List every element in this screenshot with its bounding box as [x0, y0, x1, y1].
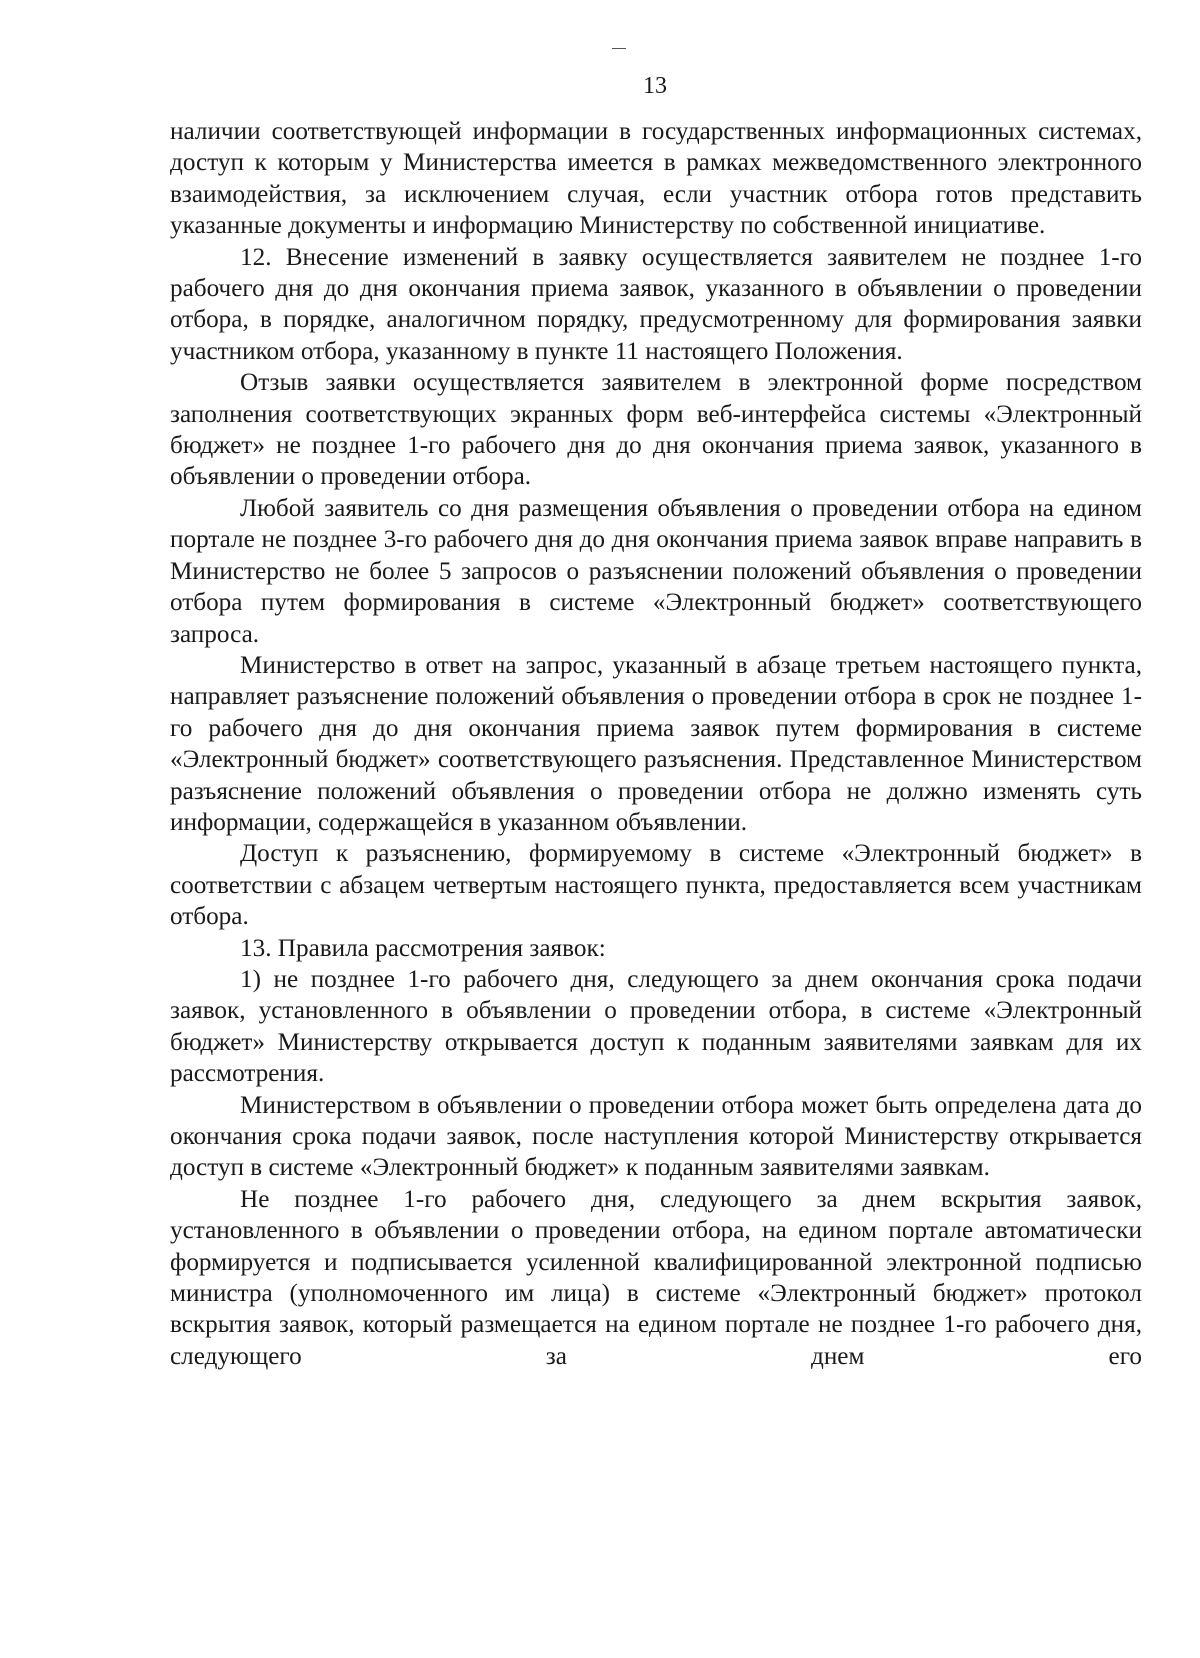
document-body [170, 116, 1142, 1372]
paragraph-clarification-request: Любой заявитель со дня размещения объявления о проведении отбора на едином портале не позднее 3-го рабочего дня до дня окончания приема заявок вправе направить в Министерство не более 5 запросов о разъяснении положений объявления о проведении отбора путем формирования в системе «Электронный бюджет» соответствующего запроса. [170, 494, 1142, 648]
paragraph-item-12: 12. Внесение изменений в заявку осуществляется заявителем не позднее 1-го рабочего дня до дня окончания приема заявок, указанного в объявлении о проведении отбора, в порядке, аналогичном порядку, предусмотренному для формирования заявки участником отбора, указанному в пункте 11 настоящего Положения. [170, 243, 1142, 365]
paragraph-rule-1: 1) не позднее 1-го рабочего дня, следующего за днем окончания срока подачи заявок, установленного в объявлении о проведении отбора, в системе «Электронный бюджет» Министерству открывается доступ к поданным заявителями заявкам для их рассмотрения. [170, 965, 1142, 1088]
paragraph-withdrawal: Отзыв заявки осуществляется заявителем в электронной форме посредством заполнения соответствующих экранных форм веб-интерфейса системы «Электронный бюджет» не позднее 1-го рабочего дня до дня окончания приема заявок, указанного в объявлении о проведении отбора. [170, 369, 1142, 491]
paragraph-access-date: Министерством в объявлении о проведении отбора может быть определена дата до окончания срока подачи заявок, после наступления которой Министерству открывается доступ в системе «Электронный бюджет» к поданным заявителями заявкам. [170, 1091, 1142, 1182]
paragraph-continuation: наличии соответствующей информации в государственных информационных системах, доступ к которым у Министерства имеется в рамках межведомственного электронного взаимодействия, за исключением случая, если участник отбора готов представить указанные документы и информацию Министерству по собственной инициативе. [170, 118, 1142, 240]
paragraph-clarification-access: Доступ к разъяснению, формируемому в системе «Электронный бюджет» в соответствии с абзацем четвертым настоящего пункта, предоставляется всем участникам отбора. [170, 840, 1142, 931]
scan-artifact-mark [612, 48, 626, 49]
paragraph-ministry-response: Министерство в ответ на запрос, указанный в абзаце третьем настоящего пункта, направляет разъяснение положений объявления о проведении отбора в срок не позднее 1-го рабочего дня до дня окончания приема заявок путем формирования в системе «Электронный бюджет» соответствующего разъяснения. Представленное Министерством разъяснение положений объявления о проведении отбора не должно изменять суть информации, содержащейся в указанном объявлении. [170, 651, 1142, 836]
paragraph-item-13-heading: 13. Правила рассмотрения заявок: [240, 934, 606, 962]
page-number: 13 [643, 73, 667, 99]
paragraph-opening-protocol: Не позднее 1-го рабочего дня, следующего за днем вскрытия заявок, установленного в объявлении о проведении отбора, на едином портале автоматически формируется и подписывается усиленной квалифицированной электронной подписью министра (уполномоченного им лица) в системе «Электронный бюджет» протокол вскрытия заявок, который размещается на едином портале не позднее 1-го рабочего дня, следующего за днем его [170, 1185, 1142, 1370]
